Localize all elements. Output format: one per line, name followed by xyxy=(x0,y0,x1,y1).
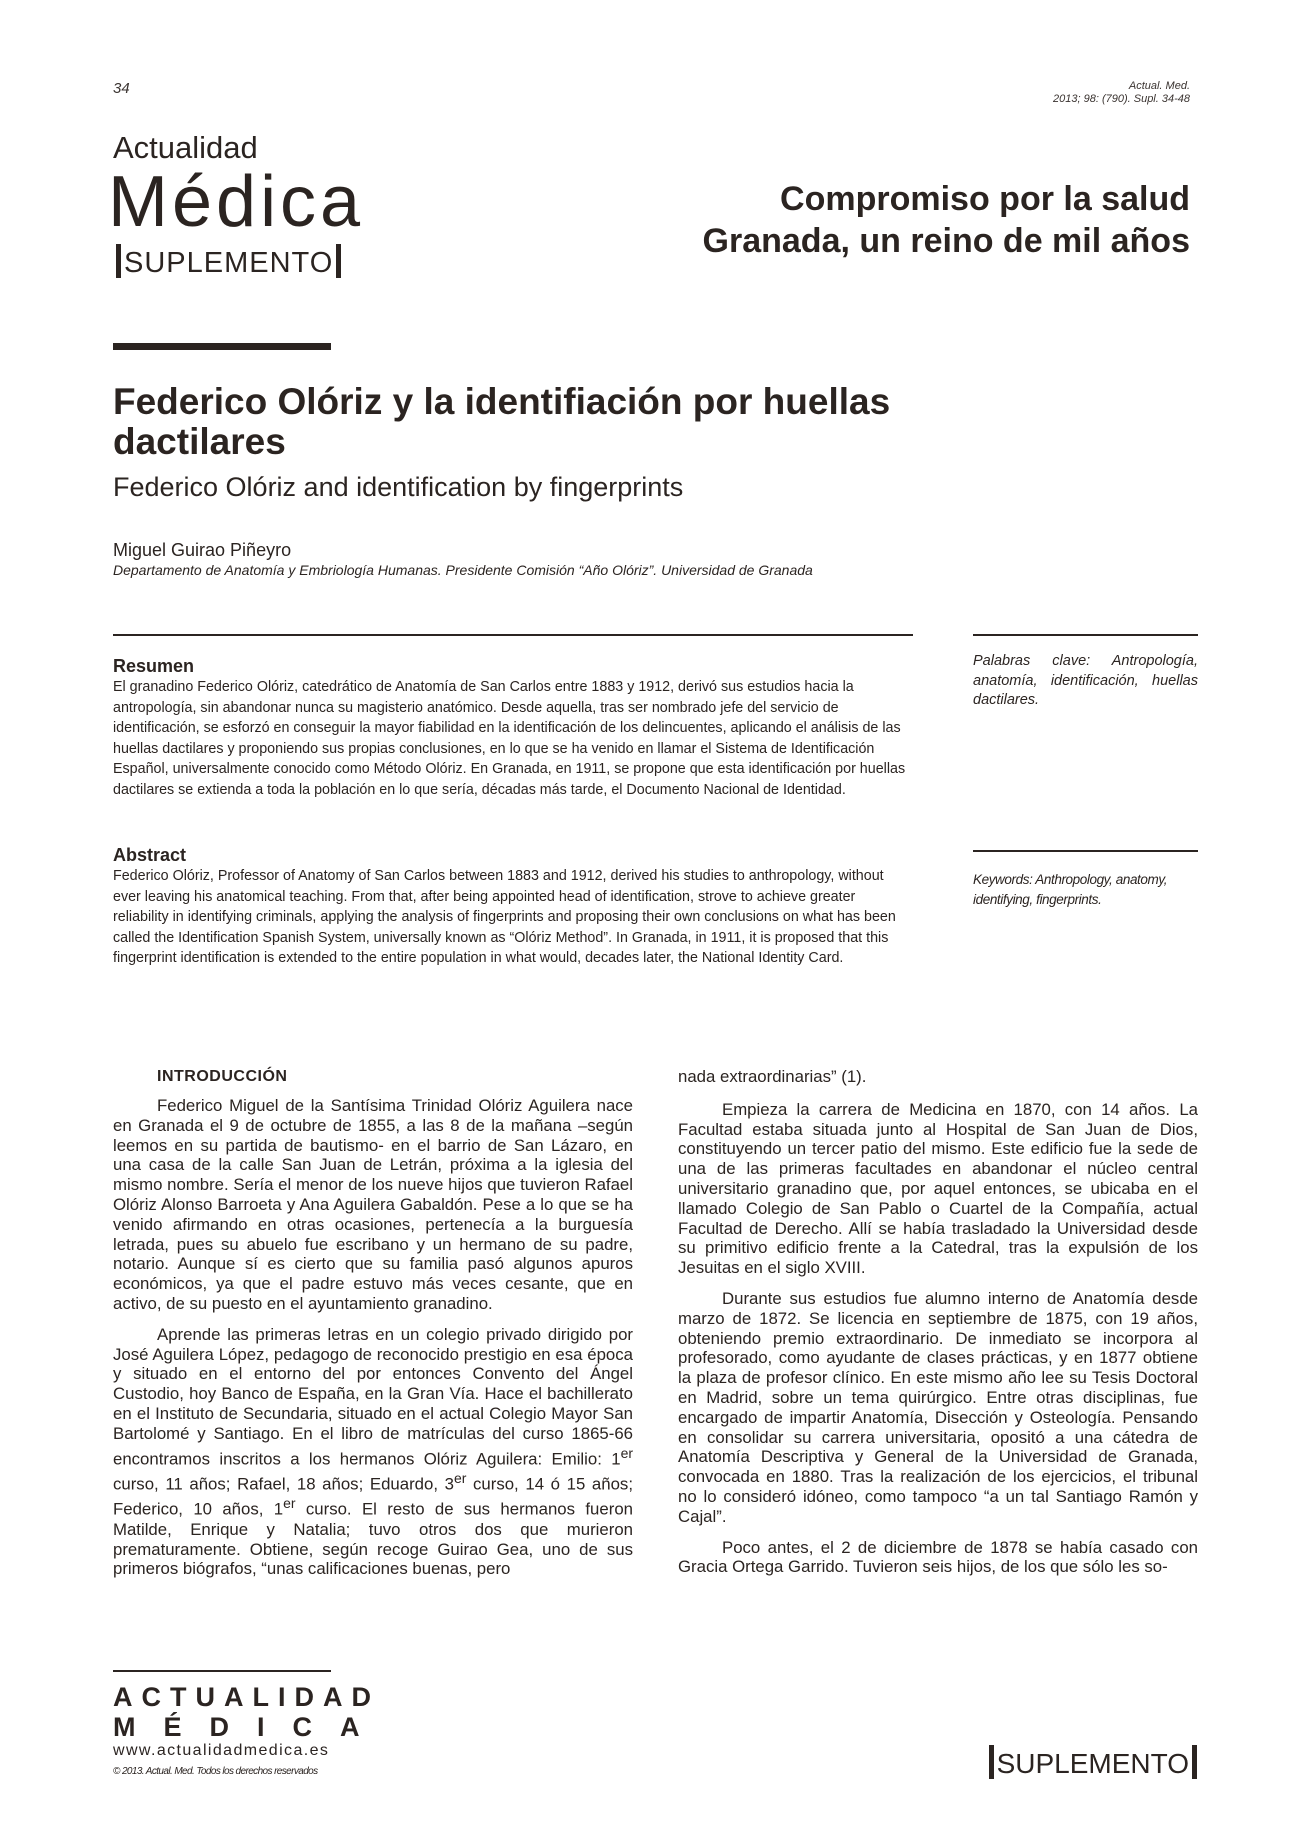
body-left-column xyxy=(113,1096,633,1590)
section-title-line-2: Granada, un reino de mil años xyxy=(702,222,1190,260)
body-paragraph: Durante sus estudios fue alumno interno de Anatomía desde marzo de 1872. Se licencia en septiembre de 1875, con 19 años, obteniendo premio extraordinario. De inmediato se incorpora al profesorado, como ayudante de clases prácticas, y en 1877 obtiene la plaza de profesor clínico. En este mismo año lee su Tesis Doctoral en Madrid, sobre un tema quirúrgico. Entre otras disciplinas, fue encargado de impartir Anatomía, Disección y Osteología. Pensando en consolidar su carrera universitaria, opositó a una cátedra de Anatomía Descriptiva y General de la Universidad de Granada, convocada en 1880. Tras la realización de los ejercicios, el tribunal no lo consideró idóneo, como tampoco “a un tal Santiago Ramón y Cajal”. xyxy=(678,1288,1198,1526)
page-number: 34 xyxy=(113,80,130,97)
logo-suplemento-text: SUPLEMENTO xyxy=(124,247,334,279)
text-run: Aprende las primeras letras en un colegio privado dirigido por José Aguilera López, pedagogo de reconocido prestigio en esa época y situado en el entorno del por entonces Convento del Ángel Custodio, hoy Banco de España, en la Gran Vía. Hace el bachillerato en el Instituto de Secundaria, situado en el actual Colegio Mayor San Bartolomé y Santiago. En el libro de matrículas del curso 1865-66 encontramos inscritos a los hermanos Olóriz Aguilera: Emilio: 1 xyxy=(113,1324,633,1469)
abstract-heading: Abstract xyxy=(113,845,187,865)
text-run: curso, 14 ó 15 años; Federico, 10 años, 1 xyxy=(113,1474,633,1519)
bar-left xyxy=(989,1745,994,1779)
intro-heading: INTRODUCCIÓN xyxy=(157,1068,288,1085)
keywords-rule-2 xyxy=(973,850,1198,852)
resumen-heading: Resumen xyxy=(113,656,195,676)
body-paragraph: Empieza la carrera de Medicina en 1870, con 14 años. La Facultad estaba situada junto al Hospital de San Juan de Dios, constituyendo un tercer patio del mismo. Este edificio fue la sede de una de las primeras facultades en abandonar el núcleo central universitario granadino que, por aquel entonces, se ubicaba en el llamado Colegio de San Pablo o Cuartel de la Compañía, actual Facultad de Derecho. Allí se había trasladado la Universidad desde su primitivo edificio frente a la Catedral, tras la expulsión de los Jesuitas en el siglo XVIII. xyxy=(678,1099,1198,1278)
article-title: Federico Olóriz y la identifiación por huellas dactilares xyxy=(113,381,891,462)
section-title-line-1: Compromiso por la salud xyxy=(780,180,1190,218)
footer-website: www.actualidadmedica.es xyxy=(113,1742,330,1759)
footer-rule xyxy=(113,1670,331,1672)
citation-line-2: 2013; 98: (790). Supl. 34-48 xyxy=(1053,93,1190,105)
body-paragraph xyxy=(113,1325,633,1579)
resumen-text: El granadino Federico Olóriz, catedrático de Anatomía de San Carlos entre 1883 y 1912, derivó sus estudios hacia la antropología, sin abandonar nunca su magisterio anatómico. Desde aquella, tras ser nombrado jefe del servicio de identificación, se esforzó en conseguir la mayor fiabilidad en la identificación de los delincuentes, aplicando el análisis de las huellas dactilares y proponiendo sus propias conclusiones, en lo que se ha venido en llamar el Sistema de Identificación Español, universalmente conocido como Método Olóriz. En Granada, en 1911, se propone que esta identificación por huellas dactilares se extienda a toda la población en lo que sería, décadas más tarde, el Documento Nacional de Identidad. xyxy=(113,679,906,798)
title-rule xyxy=(113,343,331,350)
body-paragraph: nada extraordinarias” (1). xyxy=(678,1067,867,1086)
section-title xyxy=(703,178,1190,262)
text-run: curso. El resto de sus hermanos fueron Matilde, Enrique y Natalia; tuvo otros dos que murieron prematuramente. Obtiene, según recoge Guirao Gea, uno de sus primeros biógrafos, “unas calificaciones buenas, pero xyxy=(113,1499,633,1579)
logo-medica: Médica xyxy=(108,162,365,242)
citation-line-1: Actual. Med. xyxy=(1128,80,1190,92)
footer-suplemento-text: SUPLEMENTO xyxy=(996,1748,1189,1779)
footer-suplemento xyxy=(986,1745,1200,1780)
abstract-text: Federico Olóriz, Professor of Anatomy of San Carlos between 1883 and 1912, derived his studies to anthropology, without ever leaving his anatomical teaching. From that, after being appointed head of identification, strove to achieve greater reliability in identifying criminals, applying the analysis of fingerprints and proposing their own conclusions on what has been called the Identification Spanish System, universally known as “Olóriz Method”. In Granada, in 1911, it is proposed that this fingerprint identification is extended to the entire population in what would, decades later, the National Identity Card. xyxy=(113,868,896,966)
article-subtitle: Federico Olóriz and identification by fingerprints xyxy=(113,472,684,502)
footer-brand-line-2: MÉDICA xyxy=(113,1712,388,1742)
footer-copyright: © 2013. Actual. Med. Todos los derechos reservados xyxy=(113,1766,318,1777)
body-paragraph: Federico Miguel de la Santísima Trinidad Olóriz Aguilera nace en Granada el 9 de octubre de 1855, a las 8 de la mañana –según leemos en su partida de bautismo- en el barrio de San Lázaro, en una casa de la calle San Juan de Letrán, próxima a la iglesia del mismo nombre. Sería el menor de los nueve hijos que tuvieron Rafael Olóriz Alonso Barroeta y Ana Aguilera Gabaldón. Pese a lo que se ha venido afirmando en otras ocasiones, pertenecía a la burguesía letrada, pues su abuelo fue escribano y un hermano de su padre, notario. Aunque sí es cierto que su familia pasó algunos apuros económicos, ya que el padre estuvo más veces cesante, que en activo, de su puesto en el ayuntamiento granadino. xyxy=(113,1096,633,1313)
superscript: er xyxy=(453,1469,467,1486)
author-name: Miguel Guirao Piñeyro xyxy=(113,540,292,560)
body-right-column xyxy=(678,1067,1198,1588)
keywords-rule-1 xyxy=(973,634,1198,636)
keywords: Keywords: Anthropology, anatomy, identifying, fingerprints. xyxy=(973,872,1168,907)
superscript: er xyxy=(620,1444,633,1461)
superscript: er xyxy=(283,1495,296,1512)
journal-citation xyxy=(1053,80,1190,106)
logo-actualidad: Actualidad xyxy=(113,130,258,165)
bar-right xyxy=(336,244,341,278)
text-run: curso, 11 años; Rafael, 18 años; Eduardo, 3 xyxy=(113,1474,454,1494)
palabras-clave: Palabras clave: Antropología, anatomía, identificación, huellas dactilares. xyxy=(973,653,1198,708)
bar-right xyxy=(1192,1745,1197,1779)
body-paragraph: Poco antes, el 2 de diciembre de 1878 se había casado con Gracia Ortega Garrido. Tuvieron seis hijos, de los que sólo les so- xyxy=(678,1537,1198,1577)
footer-brand-line-1: ACTUALIDAD xyxy=(113,1682,380,1712)
bar-left xyxy=(116,244,121,278)
logo-suplemento xyxy=(113,244,344,280)
abstract-rule xyxy=(113,634,913,636)
author-affiliation: Departamento de Anatomía y Embriología Humanas. Presidente Comisión “Año Olóriz”. Universidad de Granada xyxy=(113,562,813,578)
